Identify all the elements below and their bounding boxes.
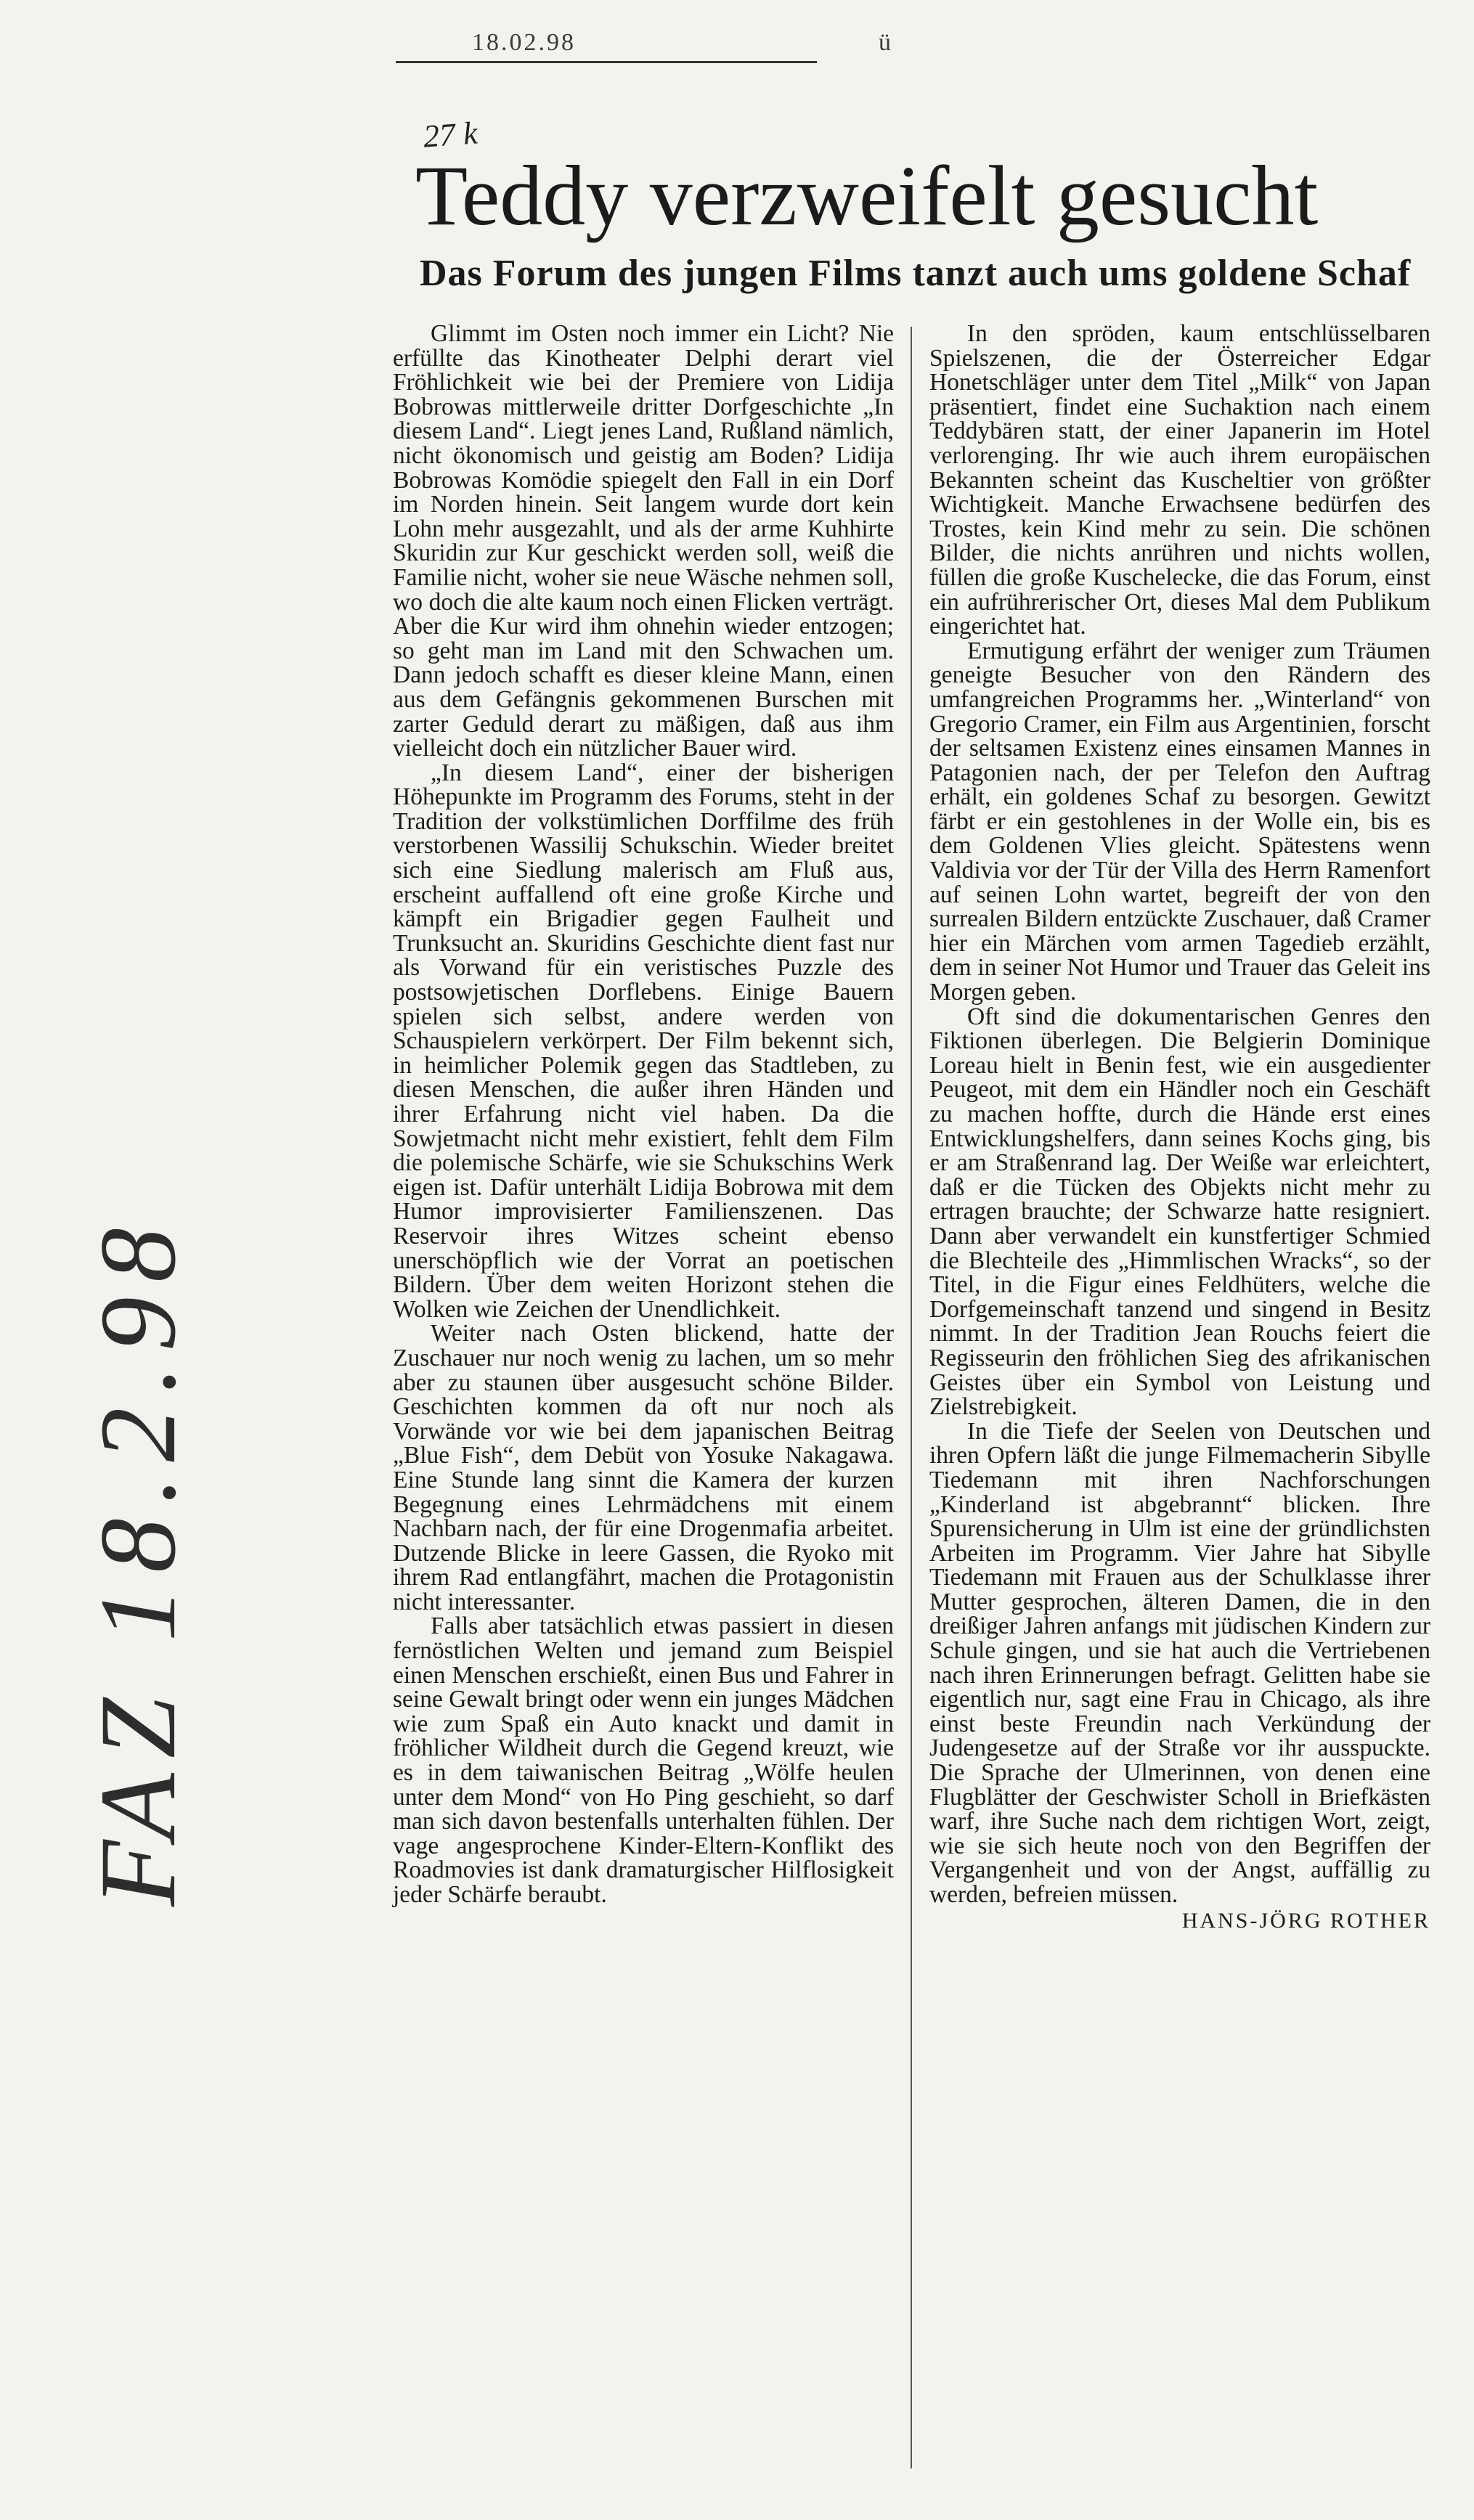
paragraph: In die Tiefe der Seelen von Deutschen und ihren Opfern läßt die junge Filmemacherin Sibylle Tiedemann mit ihren Nachforschungen „Kinderland ist abgebrannt“ blicken. Ihre Spurensicherung in Ulm ist eine der gründlichsten Arbeiten im Programm. Vier Jahre hat Sibylle Tiedemann mit Frauen aus der Schulklasse ihrer Mutter gesprochen, älteren Damen, die in den dreißiger Jahren anfangs mit jüdischen Kindern zur Schule gingen, und sie hat auch die Vertriebenen nach ihren Erinnerungen befragt. Gelitten habe sie eigentlich nur, sagt eine Frau in Chicago, als ihre einst beste Freundin nach Verkündung der Judengesetze auf der Straße vor ihr ausspuckte. Die Sprache der Ulmerinnen, von denen eine Flugblätter der Geschwister Scholl in Briefkästen warf, ihre Suche nach dem richtigen Wort, zeigt, wie sie sich heute noch von den Begriffen der Vergangenheit und von der Angst, auffällig zu werden, befreien müssen. (929, 1417, 1430, 1908)
date-stamp: 18.02.98 (472, 29, 576, 56)
article-subtitle: Das Forum des jungen Films tanzt auch ums goldene Schaf (420, 253, 1412, 294)
article-title: Teddy verzweifelt gesucht (415, 148, 1319, 243)
paragraph: Oft sind die dokumentarischen Genres den Fiktionen überlegen. Die Belgierin Dominique Loreau hielt in Benin fest, wie ein ausgedienter Peugeot, mit dem ein Händler noch ein Geschäft zu machen hoffte, durch die Hände erst eines Entwicklungshelfers, dann seines Kochs ging, bis er am Straßenrand lag. Der Weiße war erleichtert, daß er die Tücken des Objekts nicht mehr zu ertragen brauchte; der Schwarze hatte resigniert. Dann aber verwandelt ein kunstfertiger Schmied die Blechteile des „Himmlischen Wracks“, so der Titel, in die Figur eines Feldhüters, welche die Dorfgemeinschaft tanzend und singend in Besitz nimmt. In der Tradition Jean Rouchs feiert die Regisseurin den fröhlichen Sieg des afrikanischen Geistes über ein Symbol von Leistung und Zielstrebigkeit. (929, 1003, 1430, 1421)
date-stamp-rule (396, 61, 817, 63)
paragraph: Glimmt im Osten noch immer ein Licht? Nie erfüllte das Kinotheater Delphi derart viel Fröhlichkeit wie bei der Premiere von Lidija Bobrowas mittlerweile dritter Dorfgeschichte „In diesem Land“. Liegt jenes Land, Rußland nämlich, nicht ökonomisch und geistig am Boden? Lidija Bobrowas Komödie spiegelt den Fall in ein Dorf im Norden hinein. Seit langem wurde dort kein Lohn mehr ausgezahlt, und als der arme Kuhhirte Skuridin zur Kur geschickt werden soll, weiß die Familie nicht, woher sie neue Wäsche nehmen soll, wo doch die alte kaum noch einen Flicken verträgt. Aber die Kur wird ihm ohnehin wieder entzogen; so geht man im Land mit den Schwachen um. Dann jedoch schafft es dieser kleine Mann, einen aus dem Gefängnis gekommenen Burschen mit zarter Geduld derart zu mäßigen, daß aus ihm vielleicht doch ein nützlicher Bauer wird. (393, 320, 894, 762)
column-right (929, 322, 1430, 1933)
column-left (393, 322, 894, 1907)
paragraph: „In diesem Land“, einer der bisherigen Höhepunkte im Programm des Forums, steht in der Tradition der volkstümlichen Dorffilme des früh verstorbenen Wassilij Schukschin. Wieder breitet sich eine Siedlung malerisch am Fluß aus, erscheint auffallend oft eine große Kirche und kämpft ein Brigadier gegen Faulheit und Trunksucht an. Skuridins Geschichte dient fast nur als Vorwand für ein veristisches Puzzle des postsowjetischen Dorflebens. Einige Bauern spielen sich selbst, andere werden von Schauspielern verkörpert. Der Film bekennt sich, in heimlicher Polemik gegen das Stadtleben, zu diesen Menschen, die außer ihren Händen und ihrer Erfahrung nicht viel haben. Da die Sowjetmacht nicht mehr existiert, fehlt dem Film die polemische Schärfe, wie sie Schukschins Werk eigen ist. Dafür unterhält Lidija Bobrowa mit dem Humor improvisierter Familienszenen. Das Reservoir ihres Witzes scheint ebenso unerschöpflich wie der Vorrat an poetischen Bildern. Über dem weiten Horizont stehen die Wolken wie Zeichen der Unendlichkeit. (393, 759, 894, 1323)
paragraph: In den spröden, kaum entschlüsselbaren Spielszenen, die der Österreicher Edgar Honetschläger unter dem Titel „Milk“ von Japan präsentiert, findet eine Suchaktion nach einem Teddybären statt, der einer Japanerin im Hotel verlorenging. Ihr wie auch ihrem europäischen Bekannten scheint das Kuscheltier von größter Wichtigkeit. Manche Erwachsene bedürfen des Trostes, kein Kind mehr zu sein. Die schönen Bilder, die nichts anrühren und nichts wollen, füllen die große Kuschelecke, die das Forum, einst ein aufrührerischer Ort, dieses Mal dem Publikum eingerichtet hat. (929, 320, 1430, 640)
paragraph: Weiter nach Osten blickend, hatte der Zuschauer nur noch wenig zu lachen, um so mehr aber zu staunen über ausgesucht schöne Bilder. Geschichten kommen da oft nur noch als Vorwände vor wie bei dem japanischen Beitrag „Blue Fish“, dem Debüt von Yosuke Nakagawa. Eine Stunde lang sinnt die Kamera der kurzen Begegnung eines Lehrmädchens mit einem Nachbarn nach, der für eine Drogenmafia arbeitet. Dutzende Blicke in leere Gassen, die Ryoko mit ihrem Rad entlangfährt, machen die Protagonistin nicht interessanter. (393, 1320, 894, 1615)
paragraph: Falls aber tatsächlich etwas passiert in diesen fernöstlichen Welten und jemand zum Beispiel einen Menschen erschießt, einen Bus und Fahrer in seine Gewalt bringt oder wenn ein junges Mädchen wie zum Spaß ein Auto knackt und damit in fröhlicher Wildheit durch die Gegend kreuzt, wie es in dem taiwanischen Beitrag „Wölfe heulen unter dem Mond“ von Ho Ping geschieht, so darf man sich davon bestenfalls unterhalten fühlen. Der vage angesprochene Kinder-Eltern-Konflikt des Roadmovies ist dank dramaturgischer Hilflosigkeit jeder Schärfe beraubt. (393, 1612, 894, 1908)
paragraph: Ermutigung erfährt der weniger zum Träumen geneigte Besucher von den Rändern des umfangreichen Programms her. „Winterland“ von Gregorio Cramer, ein Film aus Argentinien, forscht der seltsamen Existenz eines einsamen Mannes in Patagonien nach, der per Telefon den Auftrag erhält, ein goldenes Schaf zu besorgen. Gewitzt färbt er ein gestohlenes in der Wolle ein, bis es dem Goldenen Vlies gleicht. Spätestens wenn Valdivia vor der Tür der Villa des Herrn Ramenfort auf seinen Lohn wartet, begreift der von den surrealen Bildern entzückte Zuschauer, daß Cramer hier ein Märchen vom armen Tagedieb erzählt, dem in seiner Not Humor und Trauer das Geleit ins Morgen geben. (929, 637, 1430, 1006)
handwritten-number: 27 k (422, 115, 479, 155)
author-byline: HANS-JÖRG ROTHER (1181, 1908, 1430, 1933)
column-divider (911, 327, 912, 2468)
stamp-mark: ü (879, 29, 891, 56)
margin-handwritten-note: FAZ 18.2.98 (78, 1213, 198, 1907)
